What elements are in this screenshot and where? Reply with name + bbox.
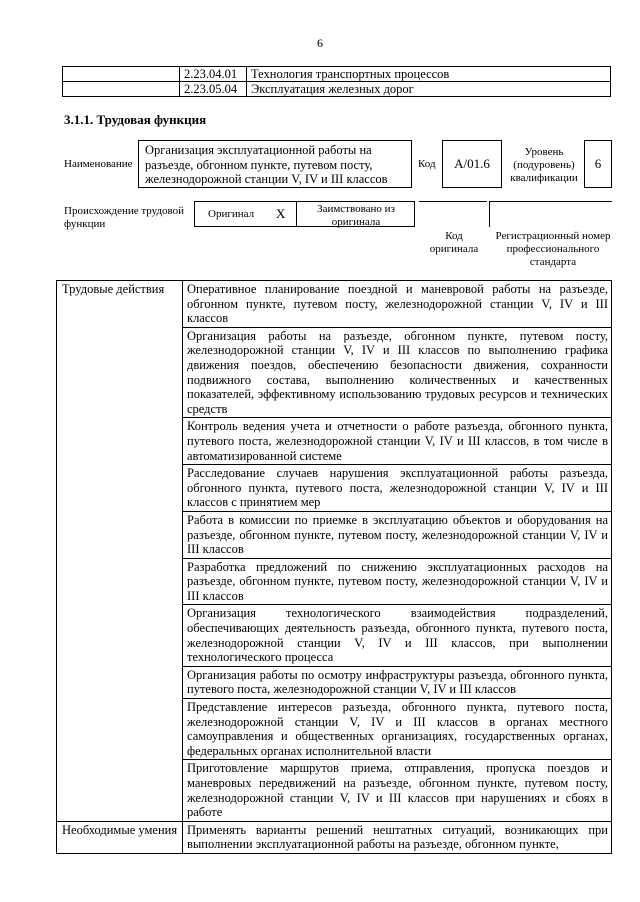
divider bbox=[296, 201, 297, 227]
reg-number-caption: Регистрационный номер профессионального стандарта bbox=[495, 230, 611, 268]
labor-action: Контроль ведения учета и отчетности о работе разъезда, обгонного пункта, путевого поста, железнодорожной станции V, IV и III классов, в том числе в автоматизированной системе bbox=[183, 418, 612, 465]
table-row bbox=[57, 281, 612, 328]
labor-action: Организация технологического взаимодействия подразделений, обеспечивающих деятельность разъезда, обгонного пункта, путевого поста, железнодорожной станции V, IV и III классов, при выполнении технологического процесса bbox=[183, 605, 612, 666]
origin-label: Происхождение трудовой функции bbox=[64, 205, 185, 230]
borrowed-label: Заимствовано из оригинала bbox=[317, 203, 395, 228]
table-row bbox=[57, 821, 612, 853]
education-codes-table bbox=[62, 66, 611, 97]
page-number: 6 bbox=[317, 36, 323, 50]
table-row bbox=[63, 82, 611, 97]
labor-actions-label: Трудовые действия bbox=[57, 281, 183, 822]
reg-number-box bbox=[489, 201, 612, 227]
function-name-box: Организация эксплуатационной работы на разъезде, обгонном пункте, путевом посту, железнодорожной станции V, IV и III классов bbox=[138, 140, 412, 188]
original-label: Оригинал bbox=[208, 207, 255, 220]
function-code-box: A/01.6 bbox=[442, 140, 502, 188]
labor-action: Представление интересов разъезда, обгонного пункта, путевого поста, железнодорожной станции V, IV и III классов в органах местного самоуправления и общественных организациях, государственных органах, федеральных органах исполнительной власти bbox=[183, 699, 612, 760]
labor-action: Оперативное планирование поездной и маневровой работы на разъезде, обгонном пункте, путевом посту, железнодорожной станции V, IV и III классов bbox=[183, 281, 612, 328]
name-label: Наименование bbox=[64, 157, 133, 170]
level-value-box: 6 bbox=[584, 140, 612, 188]
code-cell: 2.23.05.04 bbox=[180, 82, 247, 97]
empty-cell bbox=[63, 67, 180, 82]
level-label: Уровень (подуровень) квалификации bbox=[510, 146, 578, 184]
name-cell: Технология транспортных процессов bbox=[247, 67, 611, 82]
labor-action: Организация работы по осмотру инфраструктуры разъезда, обгонного пункта, путевого поста, железнодорожной станции V, IV и III классов bbox=[183, 666, 612, 698]
labor-action: Приготовление маршрутов приема, отправления, пропуска поездов и маневровых передвижений на разъезде, обгонном пункте, путевом посту, железнодорожной станции V, IV и III классов при нарушениях и сбоях в работе bbox=[183, 760, 612, 821]
table-row bbox=[63, 67, 611, 82]
empty-cell bbox=[63, 82, 180, 97]
skills-label: Необходимые умения bbox=[57, 821, 183, 853]
code-label: Код bbox=[418, 157, 436, 170]
labor-action: Работа в комиссии по приемке в эксплуатацию объектов и оборудования на разъезде, обгонном пункте, путевом посту, железнодорожной станции V, IV и III классов bbox=[183, 511, 612, 558]
labor-action: Разработка предложений по снижению эксплуатационных расходов на разъезде, обгонном пункте, путевом посту, железнодорожной станции V, IV и III классов bbox=[183, 558, 612, 605]
original-mark: X bbox=[276, 206, 286, 221]
skill-item: Применять варианты решений нештатных ситуаций, возникающих при выполнении эксплуатационной работы на разъезде, обгонном пункте, bbox=[183, 821, 612, 853]
labor-action: Расследование случаев нарушения эксплуатационной работы разъезда, обгонного пункта, путевого поста, железнодорожной станции V, IV и III классов с принятием мер bbox=[183, 465, 612, 512]
code-original-box bbox=[419, 201, 487, 227]
labor-action: Организация работы на разъезде, обгонном пункте, путевом посту, железнодорожной станции V, IV и III классов по выполнению графика движения поездов, обеспечению безопасности движения, сохранности подвижного состава, выполнению количественных и качественных показателей, эффективному использованию трудовых ресурсов и технических средств bbox=[183, 327, 612, 418]
code-cell: 2.23.04.01 bbox=[180, 67, 247, 82]
code-original-caption: Код оригинала bbox=[429, 230, 479, 255]
name-cell: Эксплуатация железных дорог bbox=[247, 82, 611, 97]
section-title: 3.1.1. Трудовая функция bbox=[64, 112, 207, 127]
labor-function-table bbox=[56, 280, 612, 854]
